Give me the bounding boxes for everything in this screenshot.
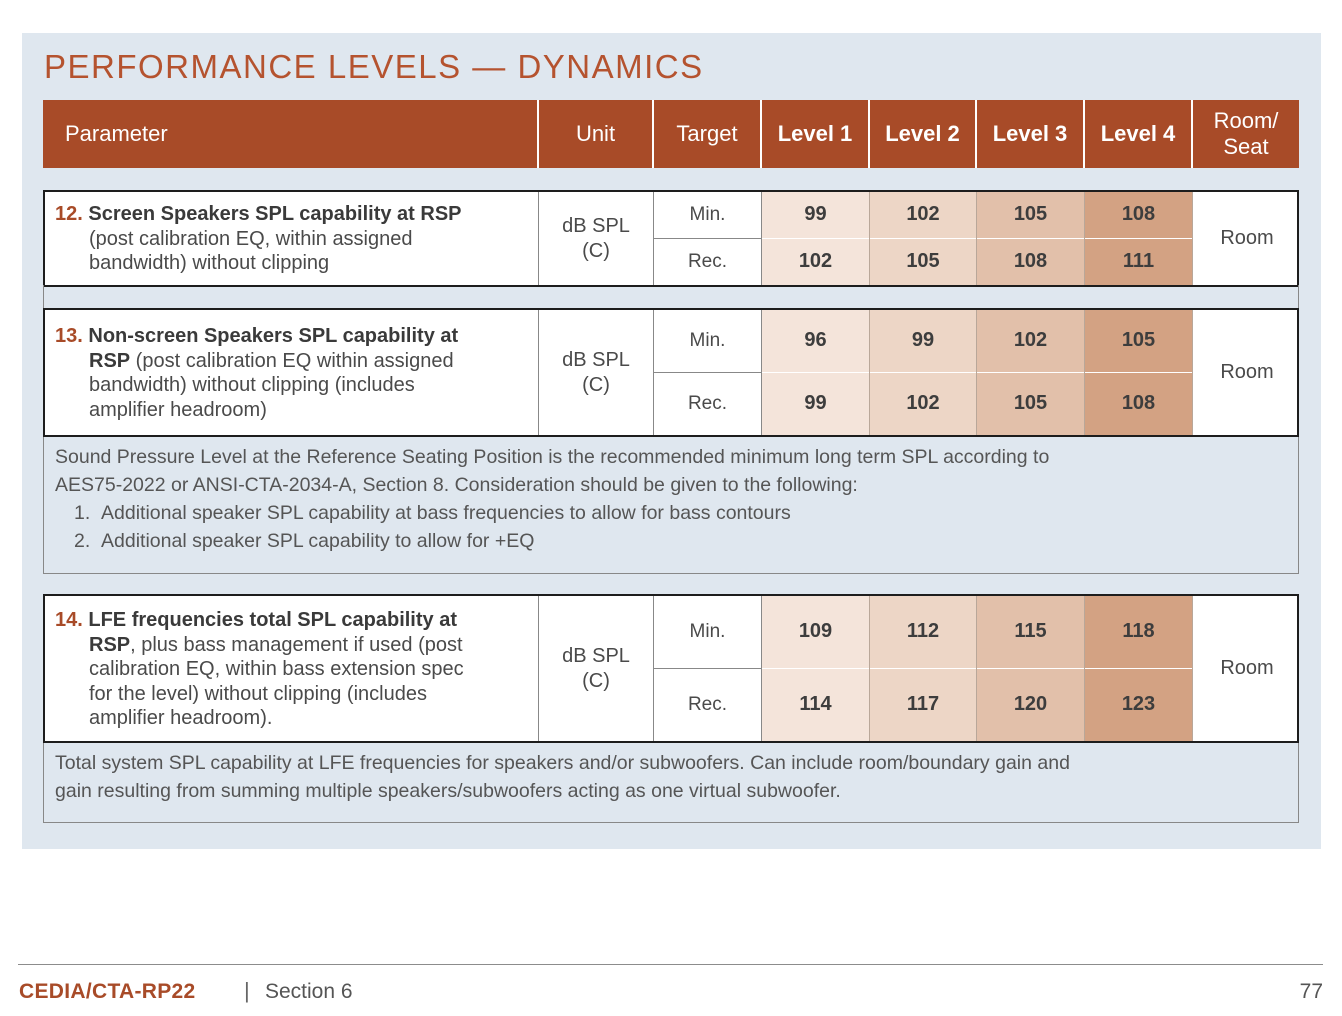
level-2-min: 102: [870, 192, 976, 239]
table-header-row: [43, 100, 1299, 168]
target-rec: Rec.: [687, 392, 728, 414]
note-text: Total system SPL capability at LFE frequencies for speakers and/or subwoofers. Can include room/boundary gain and: [55, 752, 1070, 774]
level-3-min: 105: [977, 192, 1084, 239]
level-3-cell: [977, 596, 1085, 741]
level-4-cell: [1085, 596, 1193, 741]
list-item: 2. Additional speaker SPL capability to allow for +EQ: [74, 530, 535, 552]
header-level-3: Level 3: [975, 100, 1083, 168]
header-target: Target: [652, 100, 760, 168]
level-3-min: 102: [977, 310, 1084, 373]
page-number: 77: [1299, 980, 1323, 1003]
room-cell: Room: [1220, 361, 1274, 383]
header-parameter: Parameter: [65, 121, 168, 146]
row-note: [43, 743, 1299, 823]
note-text: Sound Pressure Level at the Reference Seating Position is the recommended minimum long term SPL according to: [55, 446, 1050, 468]
target-rec: Rec.: [687, 693, 728, 715]
level-2-rec: 117: [906, 693, 940, 716]
parameter-detail: (post calibration EQ within assigned: [130, 349, 454, 372]
parameter-cell: [45, 596, 539, 741]
level-1-rec: 102: [798, 250, 833, 273]
parameter-cell: [45, 310, 539, 435]
page-title: PERFORMANCE LEVELS — DYNAMICS: [44, 48, 704, 85]
footer-brand: CEDIA/CTA-RP22: [19, 980, 196, 1003]
target-min: Min.: [654, 310, 761, 373]
parameter-name: Non-screen Speakers SPL capability at: [88, 325, 459, 347]
table-row: [43, 190, 1299, 287]
target-min: Min.: [654, 192, 761, 239]
level-2-min: 99: [870, 310, 976, 373]
footer-section: Section 6: [265, 980, 353, 1003]
level-4-min: 105: [1085, 310, 1192, 373]
level-4-rec: 123: [1121, 693, 1156, 716]
header-room-seat: Room/ Seat: [1191, 100, 1299, 168]
row-note: [43, 437, 1299, 574]
parameter-number: 13.: [55, 325, 83, 347]
parameter-detail: , plus bass management if used (post: [130, 633, 463, 656]
header-unit: Unit: [537, 100, 652, 168]
level-4-min: 108: [1085, 192, 1192, 239]
level-3-cell: [977, 192, 1085, 285]
level-3-rec: 108: [1013, 250, 1048, 273]
table-row: [43, 594, 1299, 743]
parameter-detail: for the level) without clipping (includes: [89, 682, 427, 705]
level-4-rec: 108: [1121, 392, 1156, 415]
level-1-rec: 99: [804, 392, 827, 415]
level-1-rec: 114: [799, 693, 832, 716]
room-cell: Room: [1220, 227, 1274, 249]
note-text: gain resulting from summing multiple speakers/subwoofers acting as one virtual subwoofer.: [55, 780, 841, 802]
header-level-2: Level 2: [868, 100, 975, 168]
header-level-4: Level 4: [1083, 100, 1191, 168]
parameter-detail: bandwidth) without clipping: [89, 252, 330, 274]
parameter-detail: (post calibration EQ, within assigned: [89, 227, 413, 250]
target-cell: [654, 192, 762, 285]
parameter-name-cont: RSP: [89, 633, 131, 656]
parameter-number: 14.: [55, 609, 83, 631]
level-3-cell: [977, 310, 1085, 435]
note-list: [55, 499, 1288, 555]
target-rec: Rec.: [687, 250, 728, 272]
level-2-rec: 102: [906, 392, 940, 415]
parameter-number: 12.: [55, 203, 83, 225]
level-4-cell: [1085, 310, 1193, 435]
parameter-detail: calibration EQ, within bass extension spec: [89, 658, 464, 680]
header-level-1: Level 1: [760, 100, 868, 168]
parameter-cell: [45, 192, 539, 285]
footer-divider: [18, 964, 1323, 965]
level-2-rec: 105: [906, 250, 940, 273]
level-1-min: 96: [762, 310, 869, 373]
level-4-rec: 111: [1122, 250, 1155, 273]
note-text: AES75-2022 or ANSI-CTA-2034-A, Section 8. Consideration should be given to the following:: [55, 474, 858, 496]
target-cell: [654, 310, 762, 435]
parameter-detail: bandwidth) without clipping (includes: [89, 374, 415, 396]
parameter-detail: amplifier headroom): [89, 398, 267, 421]
row-spacer: [43, 285, 1299, 310]
level-1-cell: [762, 310, 870, 435]
unit-cell: dB SPL (C): [539, 192, 654, 285]
room-cell: Room: [1220, 657, 1274, 679]
table-row: [43, 308, 1299, 437]
unit-cell: dB SPL (C): [539, 310, 654, 435]
parameter-detail: amplifier headroom).: [89, 707, 273, 729]
level-1-min: 109: [762, 596, 869, 669]
level-2-cell: [870, 596, 977, 741]
list-item: 1. Additional speaker SPL capability at bass frequencies to allow for bass contours: [74, 502, 791, 524]
level-3-rec: 120: [1013, 693, 1048, 716]
parameter-name: Screen Speakers SPL capability at RSP: [88, 203, 462, 225]
level-1-cell: [762, 596, 870, 741]
level-4-cell: [1085, 192, 1193, 285]
footer-separator: |: [244, 978, 250, 1003]
level-4-min: 118: [1085, 596, 1192, 669]
unit-cell: dB SPL (C): [539, 596, 654, 741]
parameter-name-cont: RSP: [89, 349, 131, 372]
parameter-name: LFE frequencies total SPL capability at: [88, 609, 457, 631]
level-2-cell: [870, 310, 977, 435]
level-2-cell: [870, 192, 977, 285]
level-1-cell: [762, 192, 870, 285]
target-cell: [654, 596, 762, 741]
level-3-rec: 105: [1013, 392, 1048, 415]
level-1-min: 99: [762, 192, 869, 239]
level-3-min: 115: [977, 596, 1084, 669]
target-min: Min.: [654, 596, 761, 669]
level-2-min: 112: [870, 596, 976, 669]
